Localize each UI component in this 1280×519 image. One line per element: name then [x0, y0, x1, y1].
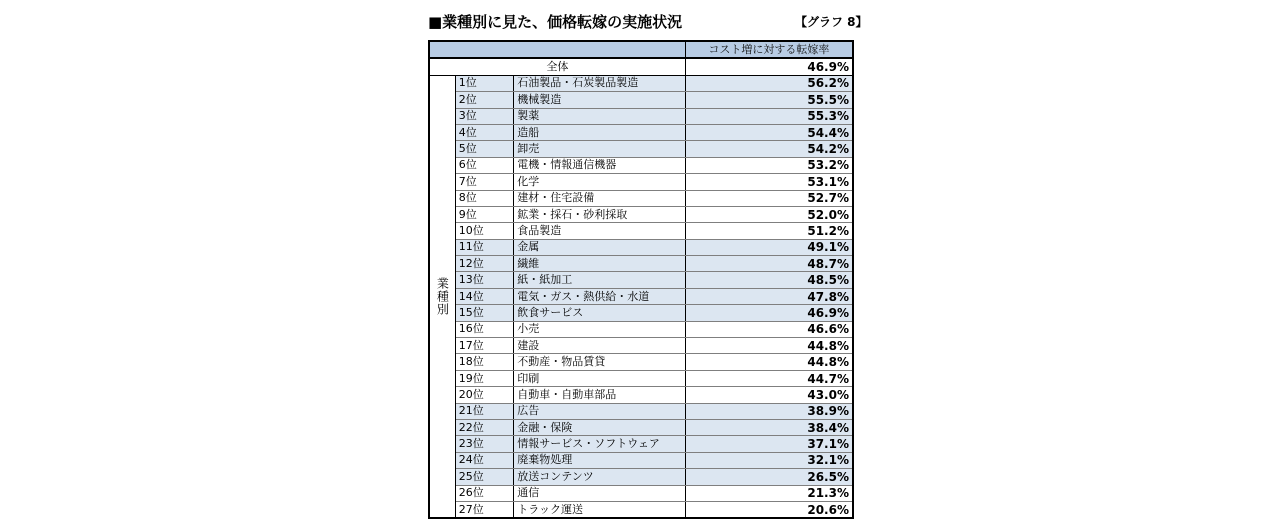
rate-cell: 52.0% — [685, 206, 853, 222]
table-row — [429, 485, 853, 501]
table-row — [429, 469, 853, 485]
rate-cell: 37.1% — [685, 436, 853, 452]
rank-cell: 8位 — [455, 190, 514, 206]
industry-cell: 飲食サービス — [514, 305, 686, 321]
table-row — [429, 206, 853, 222]
rank-cell: 11位 — [455, 239, 514, 255]
industry-cell: 不動産・物品賃貸 — [514, 354, 686, 370]
table-row — [429, 75, 853, 91]
table-row — [429, 436, 853, 452]
rank-cell: 19位 — [455, 370, 514, 386]
industry-cell: 化学 — [514, 174, 686, 190]
industry-cell: 広告 — [514, 403, 686, 419]
rate-cell: 32.1% — [685, 452, 853, 468]
rank-cell: 9位 — [455, 206, 514, 222]
rate-cell: 21.3% — [685, 485, 853, 501]
rank-cell: 14位 — [455, 288, 514, 304]
industry-cell: 電機・情報通信機器 — [514, 157, 686, 173]
table-row — [429, 92, 853, 108]
rate-cell: 43.0% — [685, 387, 853, 403]
table-row — [429, 272, 853, 288]
rank-cell: 27位 — [455, 501, 514, 518]
rank-cell: 2位 — [455, 92, 514, 108]
industry-cell: 食品製造 — [514, 223, 686, 239]
pass-through-rate-table — [428, 40, 854, 519]
industry-cell: 製薬 — [514, 108, 686, 124]
rank-cell: 24位 — [455, 452, 514, 468]
rate-cell: 44.7% — [685, 370, 853, 386]
rank-cell: 21位 — [455, 403, 514, 419]
industry-cell: 機械製造 — [514, 92, 686, 108]
rate-cell: 47.8% — [685, 288, 853, 304]
page-title: ■業種別に見た、価格転嫁の実施状況 — [428, 13, 683, 31]
rank-cell: 20位 — [455, 387, 514, 403]
industry-cell: トラック運送 — [514, 501, 686, 518]
total-label: 全体 — [429, 58, 685, 75]
rate-cell: 49.1% — [685, 239, 853, 255]
industry-cell: 通信 — [514, 485, 686, 501]
rate-cell: 26.5% — [685, 469, 853, 485]
rank-cell: 4位 — [455, 124, 514, 140]
industry-cell: 繊維 — [514, 256, 686, 272]
rate-cell: 53.2% — [685, 157, 853, 173]
rate-cell: 44.8% — [685, 338, 853, 354]
figure-label: 【グラフ 8】 — [795, 15, 868, 29]
total-row — [429, 58, 853, 75]
table-row — [429, 338, 853, 354]
industry-cell: 情報サービス・ソフトウェア — [514, 436, 686, 452]
rate-cell: 38.4% — [685, 419, 853, 435]
rank-cell: 10位 — [455, 223, 514, 239]
rate-cell: 38.9% — [685, 403, 853, 419]
industry-cell: 石油製品・石炭製品製造 — [514, 75, 686, 91]
table-row — [429, 321, 853, 337]
table-row — [429, 256, 853, 272]
industry-cell: 金融・保険 — [514, 419, 686, 435]
rank-cell: 18位 — [455, 354, 514, 370]
rank-cell: 23位 — [455, 436, 514, 452]
rate-cell: 46.6% — [685, 321, 853, 337]
industry-cell: 放送コンテンツ — [514, 469, 686, 485]
industry-cell: 小売 — [514, 321, 686, 337]
table-row — [429, 141, 853, 157]
industry-cell: 金属 — [514, 239, 686, 255]
table-row — [429, 108, 853, 124]
table-row — [429, 387, 853, 403]
rank-cell: 3位 — [455, 108, 514, 124]
table-row — [429, 124, 853, 140]
rank-cell: 13位 — [455, 272, 514, 288]
table-row — [429, 190, 853, 206]
rate-cell: 55.3% — [685, 108, 853, 124]
rate-cell: 48.5% — [685, 272, 853, 288]
column-header: コスト増に対する転嫁率 — [685, 41, 853, 58]
rate-cell: 51.2% — [685, 223, 853, 239]
rank-cell: 22位 — [455, 419, 514, 435]
rate-cell: 54.2% — [685, 141, 853, 157]
table-row — [429, 288, 853, 304]
rate-cell: 44.8% — [685, 354, 853, 370]
table-row — [429, 354, 853, 370]
rank-cell: 15位 — [455, 305, 514, 321]
table-row — [429, 501, 853, 518]
table-row — [429, 419, 853, 435]
rank-cell: 12位 — [455, 256, 514, 272]
table-row — [429, 403, 853, 419]
rank-cell: 16位 — [455, 321, 514, 337]
table-row — [429, 239, 853, 255]
industry-cell: 卸売 — [514, 141, 686, 157]
industry-cell: 造船 — [514, 124, 686, 140]
industry-cell: 建材・住宅設備 — [514, 190, 686, 206]
header-blank-cell — [429, 41, 685, 58]
table-row — [429, 157, 853, 173]
category-label: 業種別 — [429, 75, 455, 518]
total-value: 46.9% — [685, 58, 853, 75]
industry-cell: 紙・紙加工 — [514, 272, 686, 288]
industry-cell: 電気・ガス・熱供給・水道 — [514, 288, 686, 304]
rank-cell: 1位 — [455, 75, 514, 91]
rate-cell: 46.9% — [685, 305, 853, 321]
industry-cell: 鉱業・採石・砂利採取 — [514, 206, 686, 222]
table-row — [429, 174, 853, 190]
rank-cell: 5位 — [455, 141, 514, 157]
rate-cell: 55.5% — [685, 92, 853, 108]
rate-cell: 53.1% — [685, 174, 853, 190]
rate-cell: 54.4% — [685, 124, 853, 140]
table-row — [429, 223, 853, 239]
rate-cell: 52.7% — [685, 190, 853, 206]
industry-cell: 廃棄物処理 — [514, 452, 686, 468]
rate-cell: 20.6% — [685, 501, 853, 518]
rank-cell: 25位 — [455, 469, 514, 485]
table-row — [429, 305, 853, 321]
rank-cell: 7位 — [455, 174, 514, 190]
rate-cell: 56.2% — [685, 75, 853, 91]
rank-cell: 26位 — [455, 485, 514, 501]
rate-cell: 48.7% — [685, 256, 853, 272]
industry-cell: 印刷 — [514, 370, 686, 386]
table-row — [429, 452, 853, 468]
rank-cell: 6位 — [455, 157, 514, 173]
industry-cell: 建設 — [514, 338, 686, 354]
rank-cell: 17位 — [455, 338, 514, 354]
table-header-row — [429, 41, 853, 58]
industry-cell: 自動車・自動車部品 — [514, 387, 686, 403]
table-row — [429, 370, 853, 386]
